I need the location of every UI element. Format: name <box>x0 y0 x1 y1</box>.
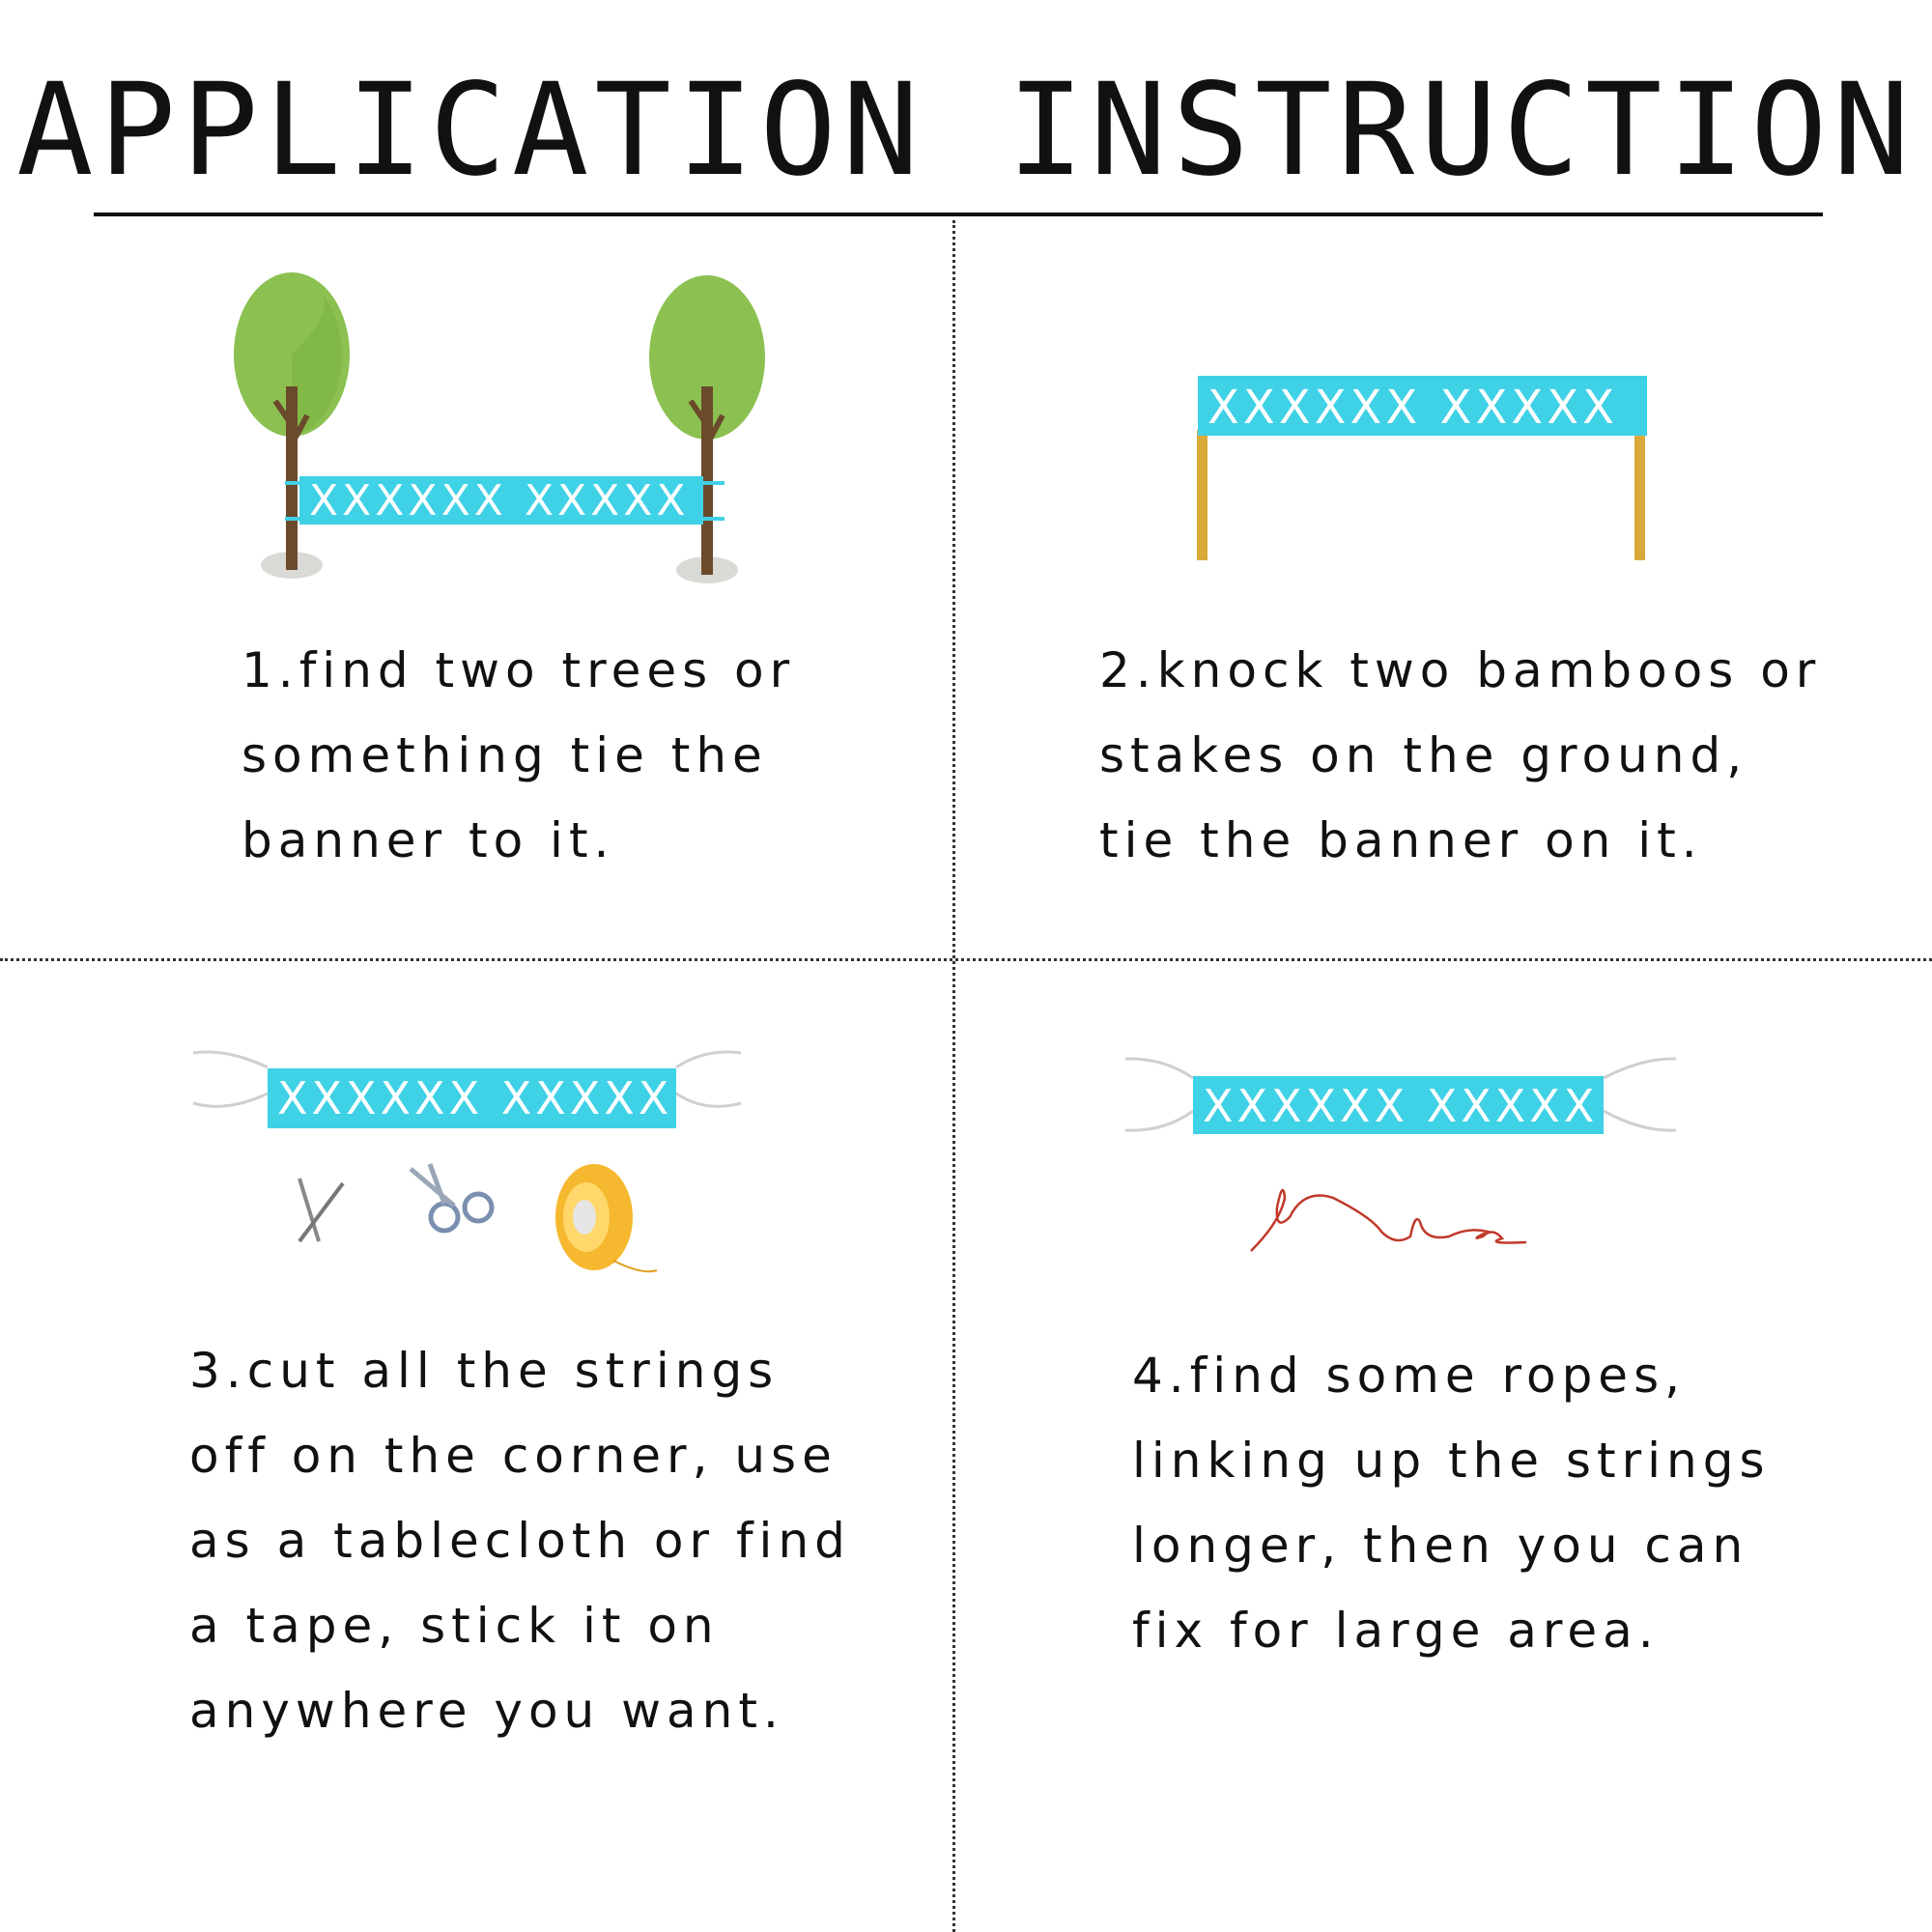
tools-banner-illustration <box>188 1043 768 1294</box>
banner-icon <box>193 1052 741 1128</box>
step-3-text: 3.cut all the strings off on the corner, use as a tablecloth or find a tape, stick it on anywhere you want. <box>189 1343 851 1739</box>
vertical-divider <box>952 220 955 1932</box>
nail-icon <box>299 1179 343 1241</box>
tape-roll-icon <box>555 1164 657 1271</box>
stakes-banner-illustration <box>1188 372 1652 565</box>
banner-icon <box>1198 376 1647 436</box>
title-underline <box>94 213 1823 216</box>
tree-icon <box>234 272 350 579</box>
banner-icon <box>285 476 724 526</box>
bamboo-stake-icon <box>1197 430 1645 560</box>
step-4-text: 4.find some ropes, linking up the strings longer, then you can fix for large area. <box>1132 1348 1771 1659</box>
page-title: APPLICATION INSTRUCTION <box>16 56 1916 205</box>
banner-label: XXXXXX XXXXX <box>1208 381 1618 435</box>
horizontal-divider <box>0 958 1932 961</box>
banner-icon <box>1125 1059 1676 1134</box>
banner-label: XXXXXX XXXXX <box>1203 1080 1599 1132</box>
trees-banner-illustration <box>222 270 782 599</box>
tree-icon <box>649 275 765 583</box>
rope-banner-illustration <box>1121 1053 1681 1265</box>
scissors-icon <box>411 1164 492 1231</box>
rope-icon <box>1251 1190 1526 1251</box>
banner-label: XXXXXX XXXXX <box>277 1072 673 1124</box>
step-2-text: 2.knock two bamboos or stakes on the ground, tie the banner on it. <box>1099 642 1822 868</box>
banner-label: XXXXXX XXXXX <box>309 476 690 526</box>
step-1-text: 1.find two trees or something tie the banner to it. <box>242 642 796 868</box>
